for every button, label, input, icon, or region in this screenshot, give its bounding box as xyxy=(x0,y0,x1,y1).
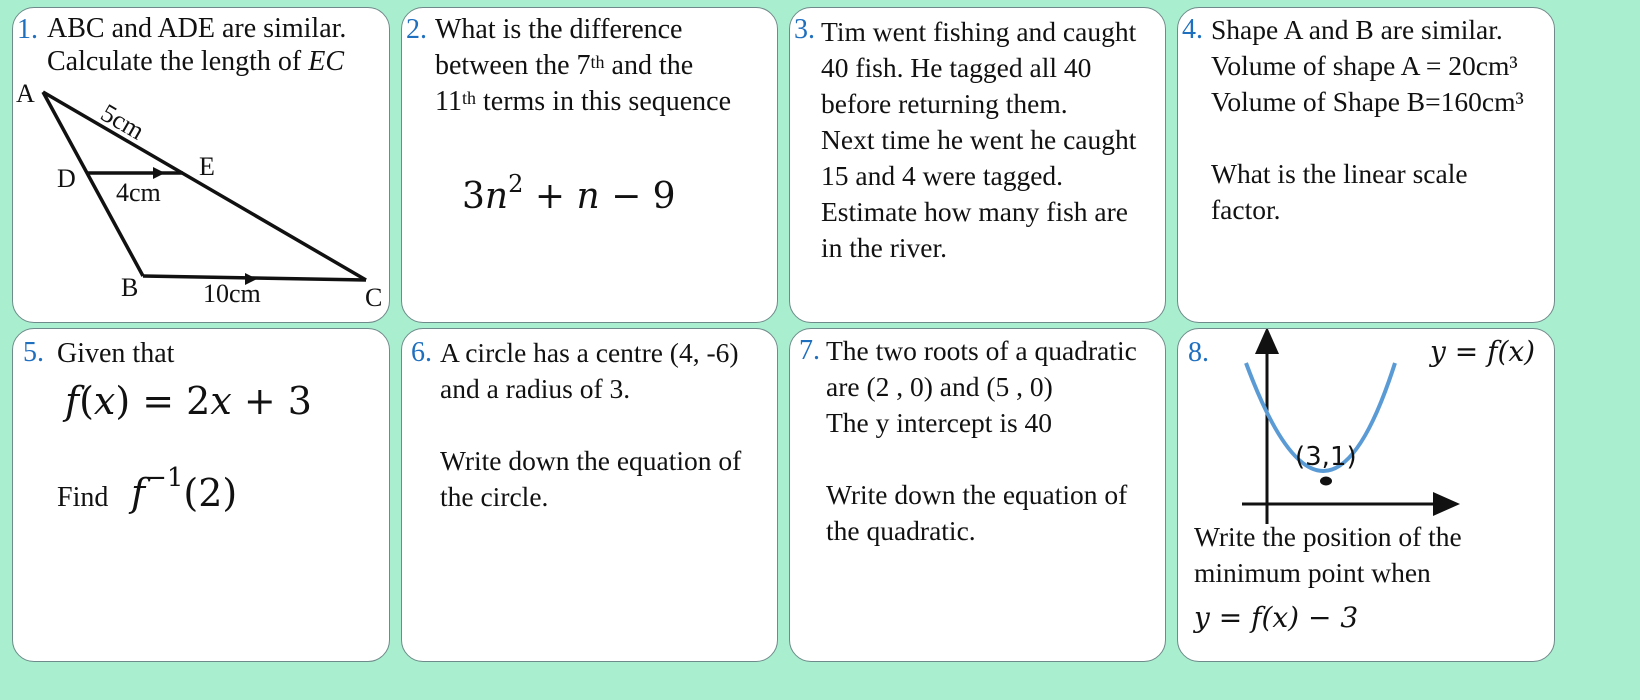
similar-triangles-diagram xyxy=(13,8,390,323)
question-text xyxy=(1194,519,1462,591)
text-line: Volume of Shape B=160cm³ xyxy=(1211,86,1524,117)
function-definition xyxy=(65,379,312,423)
text-part: terms in this sequence xyxy=(475,86,732,117)
constant: − 9 xyxy=(599,176,676,217)
graph-title: y = f(x) xyxy=(1430,335,1536,368)
question-number: 4. xyxy=(1182,14,1203,45)
ordinal-suffix: th xyxy=(590,52,605,72)
question-number: 6. xyxy=(411,337,432,368)
text-part: Calculate the length of xyxy=(47,46,309,77)
text-line: Write down the equation of xyxy=(440,445,742,476)
question-card-7 xyxy=(789,328,1166,662)
question-text xyxy=(821,14,1136,266)
exponent: 2 xyxy=(508,170,524,198)
text-line: Tim went fishing and caught xyxy=(821,16,1137,47)
text-line: Write down the equation of xyxy=(826,479,1128,510)
text-line: Shape A and B are similar. xyxy=(1211,14,1503,45)
text-line xyxy=(435,84,731,120)
text-line: are (2 , 0) and (5 , 0) xyxy=(826,371,1053,402)
variable: n xyxy=(576,176,600,217)
text-line: minimum point when xyxy=(1194,557,1431,588)
question-text xyxy=(440,335,741,515)
question-card-5 xyxy=(12,328,390,662)
parabola-graph xyxy=(1178,329,1555,529)
text-part: and the xyxy=(604,50,694,81)
operator: + xyxy=(523,176,577,217)
text-line: in the river. xyxy=(821,232,948,263)
text-line: factor. xyxy=(1211,194,1281,225)
question-card-6 xyxy=(401,328,778,662)
question-text xyxy=(435,12,731,120)
question-text xyxy=(826,333,1137,549)
question-text xyxy=(1211,12,1524,228)
text-part: between the 7 xyxy=(435,50,591,81)
minimum-point xyxy=(1320,477,1332,486)
coefficient: 3 xyxy=(462,176,485,217)
text-line: the quadratic. xyxy=(826,515,976,546)
vertex-label-e: E xyxy=(199,152,215,181)
length-label-4cm: 4cm xyxy=(116,178,161,207)
function-name: f xyxy=(131,471,146,515)
vertex-label-a: A xyxy=(16,79,35,108)
variable: x xyxy=(93,379,116,423)
length-label-5cm: 5cm xyxy=(96,98,150,146)
question-number: 5. xyxy=(23,337,44,368)
text-line: A circle has a centre (4, -6) xyxy=(440,337,739,368)
exponent: −1 xyxy=(145,463,184,493)
text-line: Next time he went he caught xyxy=(821,124,1137,155)
question-number: 2. xyxy=(406,14,427,45)
question-number: 7. xyxy=(799,335,820,366)
text-part: 11 xyxy=(435,86,462,117)
vertex-label-c: C xyxy=(365,283,383,312)
vertex-label-b: B xyxy=(121,273,139,302)
question-card-4 xyxy=(1177,7,1555,323)
given-text: Given that xyxy=(57,338,175,369)
text-line: Write the position of the xyxy=(1194,521,1462,552)
question-card-1 xyxy=(12,7,390,323)
variable: n xyxy=(484,176,509,217)
text-line: Estimate how many fish are xyxy=(821,196,1128,227)
text-line: The two roots of a quadratic xyxy=(826,335,1137,366)
expression-part: ) = 2 xyxy=(115,379,211,423)
text-line: The y intercept is 40 xyxy=(826,407,1053,438)
text-line: 40 fish. He tagged all 40 xyxy=(821,52,1092,83)
find-text: Find xyxy=(57,482,109,513)
question-card-3 xyxy=(789,7,1166,323)
expression-part: + 3 xyxy=(231,379,312,423)
text-line: 15 and 4 were tagged. xyxy=(821,160,1064,191)
text-line: the circle. xyxy=(440,481,549,512)
text-line: What is the difference xyxy=(435,14,683,45)
sequence-expression xyxy=(462,170,676,217)
question-number: 8. xyxy=(1188,337,1209,368)
text-line xyxy=(435,48,731,84)
text-line: before returning them. xyxy=(821,88,1068,119)
blank-line xyxy=(1211,120,1524,156)
argument: (2) xyxy=(183,471,238,515)
question-card-8 xyxy=(1177,328,1555,662)
blank-line xyxy=(826,441,1137,477)
vertex-label-d: D xyxy=(57,164,76,193)
segment-name: EC xyxy=(308,46,345,77)
inverse-function xyxy=(131,463,238,515)
function-name: f xyxy=(65,379,80,423)
text-line: and a radius of 3. xyxy=(440,373,631,404)
text-line: Volume of shape A = 20cm³ xyxy=(1211,50,1518,81)
question-number: 1. xyxy=(17,14,38,45)
variable: x xyxy=(210,379,232,423)
ordinal-suffix: th xyxy=(461,88,476,108)
length-label-10cm: 10cm xyxy=(203,279,261,308)
blank-line xyxy=(440,407,741,443)
minimum-point-label: (3,1) xyxy=(1295,442,1357,472)
question-card-2 xyxy=(401,7,778,323)
text-line: What is the linear scale xyxy=(1211,158,1468,189)
transformed-equation: y = f(x) − 3 xyxy=(1194,601,1359,634)
question-number: 3. xyxy=(794,14,815,45)
bracket: ( xyxy=(79,379,94,423)
text-line: ABC and ADE are similar. xyxy=(47,13,347,44)
